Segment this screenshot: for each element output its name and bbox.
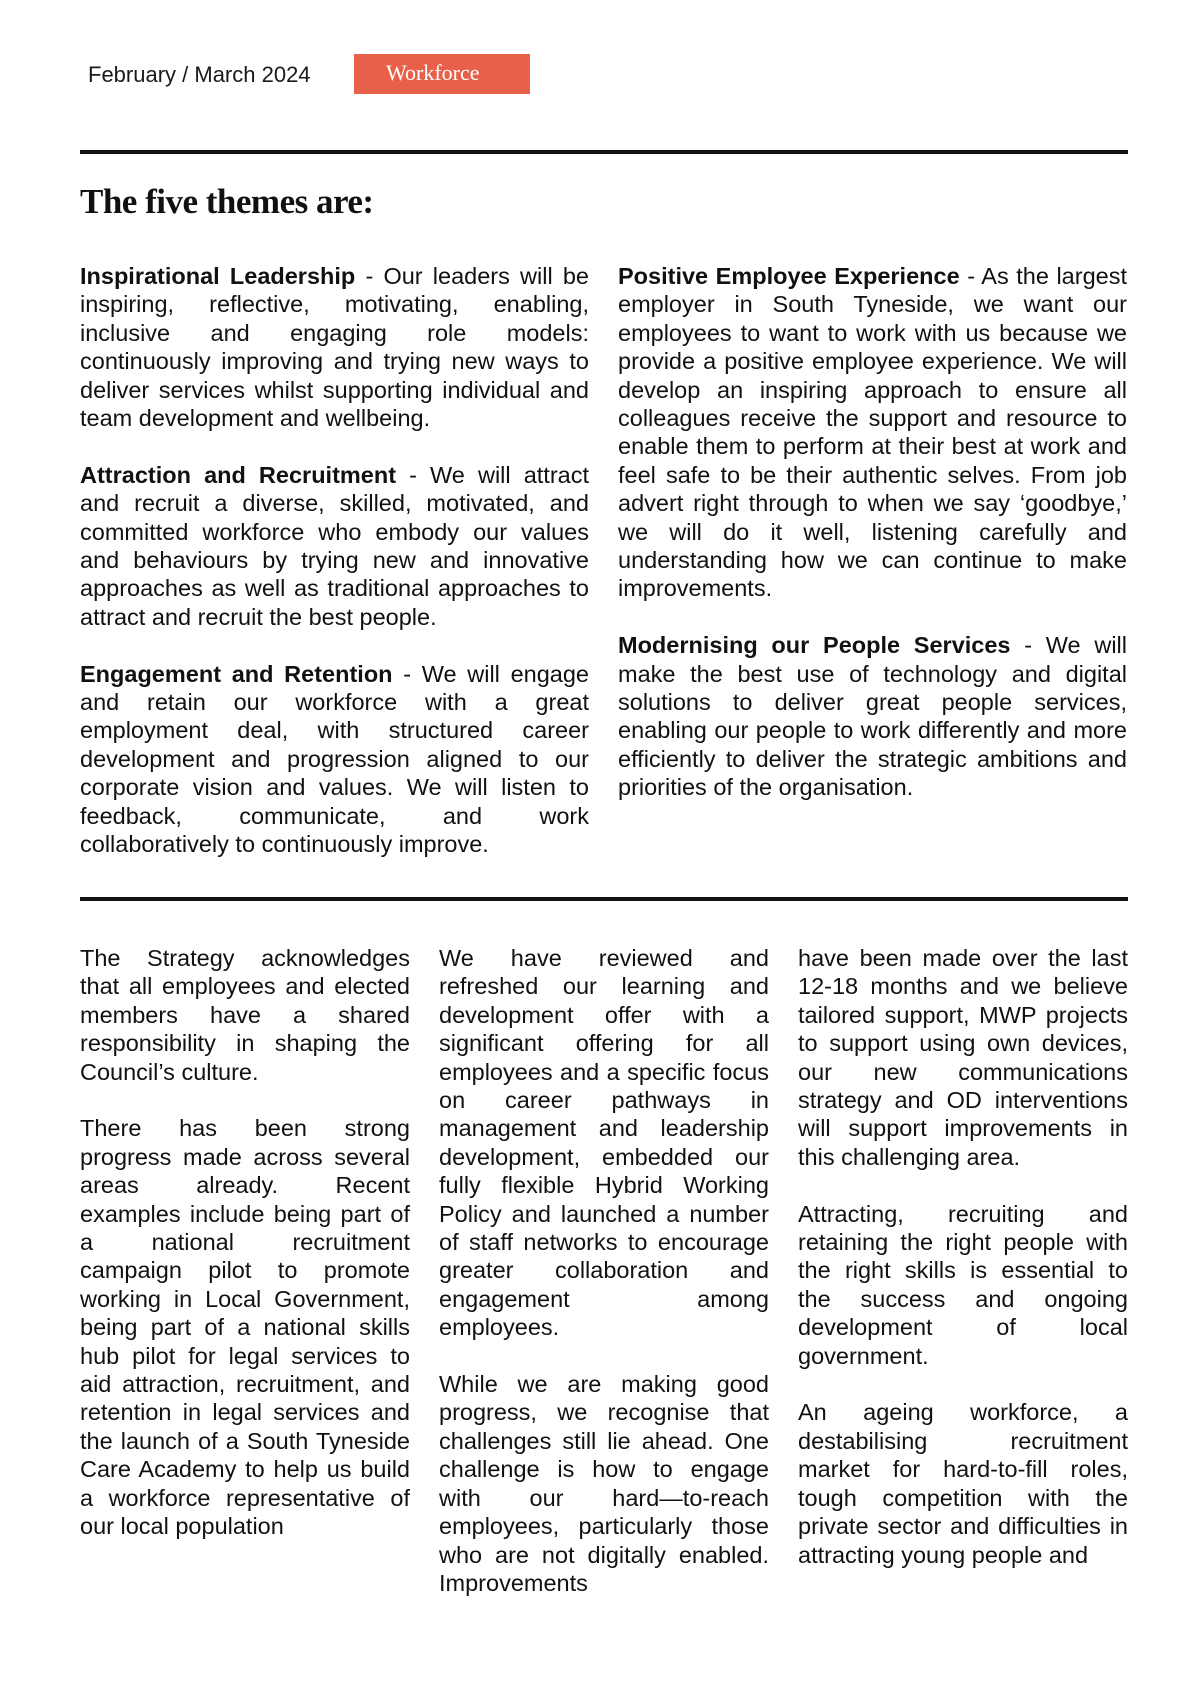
body-paragraph: have been made over the last 12-18 months and we believe tailored support, MWP projects to support using own devices, our new communications strategy and OD interventions will support improvements in this challenging area.	[798, 945, 1128, 1170]
theme-name: Attraction and Recruitment	[80, 461, 397, 488]
theme-description: - As the largest employer in South Tyneside, we want our employees to want to work with us because we provide a positive employee experience. We will develop an inspiring approach to ensure all colleagues receive the support and resource to enable them to perform at their best at work and feel safe to be their authentic selves. From job advert right through to when we say ‘goodbye,’ we will do it well, listening carefully and understanding how we can continue to make improvements.	[618, 263, 1127, 602]
theme-description: - We will make the best use of technology and digital solutions to deliver great people services, enabling our people to work differently and more efficiently to deliver the strategic ambitions and priorities of the organisation.	[618, 632, 1127, 801]
theme-description: - We will attract and recruit a diverse, skilled, motivated, and committed workforce who embody our values and behaviours by trying new and innovative approaches as well as traditional approaches to attract and recruit the best people.	[80, 461, 589, 630]
theme-description: - We will engage and retain our workforce with a great employment deal, with structured career development and progression aligned to our corporate vision and values. We will listen to feedback, communicate, and work collaboratively to continuously improve.	[80, 660, 590, 858]
theme-name: Modernising our People Services	[618, 632, 1011, 659]
theme-name: Positive Employee Experience	[618, 263, 960, 289]
theme-name: Inspirational Leadership	[80, 263, 356, 289]
theme-paragraph	[80, 461, 589, 631]
theme-paragraph	[618, 631, 1127, 801]
theme-paragraph	[80, 660, 589, 859]
themes-heading: The five themes are:	[80, 182, 374, 221]
middle-divider	[80, 897, 1128, 901]
theme-description: - Our leaders will be inspiring, reflective, motivating, enabling, inclusive and engaging role models: continuously improving and trying new ways to deliver services whilst supporting individual and team development and wellbeing.	[80, 263, 589, 432]
theme-paragraph	[80, 262, 589, 432]
theme-name: Engagement and Retention	[80, 660, 393, 687]
body-column-3	[798, 944, 1128, 1569]
issue-date: February / March 2024	[88, 62, 311, 87]
section-tag: Workforce	[354, 54, 530, 94]
page-header	[88, 52, 1124, 96]
body-paragraph: The Strategy acknowledges that all employees and elected members have a shared responsibility in shaping the Council’s culture.	[80, 945, 410, 1085]
body-paragraph: An ageing workforce, a destabilising recruitment market for hard-to-fill roles, tough competition with the private sector and difficulties in attracting young people and	[798, 1399, 1128, 1568]
themes-column-right	[618, 262, 1127, 802]
body-column-1	[80, 944, 410, 1541]
body-paragraph: While we are making good progress, we recognise that challenges still lie ahead. One challenge is how to engage with our hard—to-reach employees, particularly those who are not digitally enabled. Improvements	[439, 1371, 769, 1596]
top-divider	[80, 150, 1128, 154]
themes-column-left	[80, 262, 589, 859]
body-paragraph: There has been strong progress made across several areas already. Recent examples include being part of a national recruitment campaign pilot to promote working in Local Government, being part of a national skills hub pilot for legal services to aid attraction, recruitment, and retention in legal services and the launch of a South Tyneside Care Academy to help us build a workforce representative of our local population	[80, 1115, 410, 1540]
theme-paragraph	[618, 262, 1127, 603]
body-paragraph: Attracting, recruiting and retaining the right people with the right skills is essential to the success and ongoing development of local government.	[798, 1200, 1128, 1369]
body-paragraph: We have reviewed and refreshed our learning and development offer with a significant offering for all employees and a specific focus on career pathways in management and leadership development, embedded our fully flexible Hybrid Working Policy and launched a number of staff networks to encourage greater collaboration and engagement among employees.	[439, 945, 769, 1341]
body-column-2	[439, 944, 769, 1597]
